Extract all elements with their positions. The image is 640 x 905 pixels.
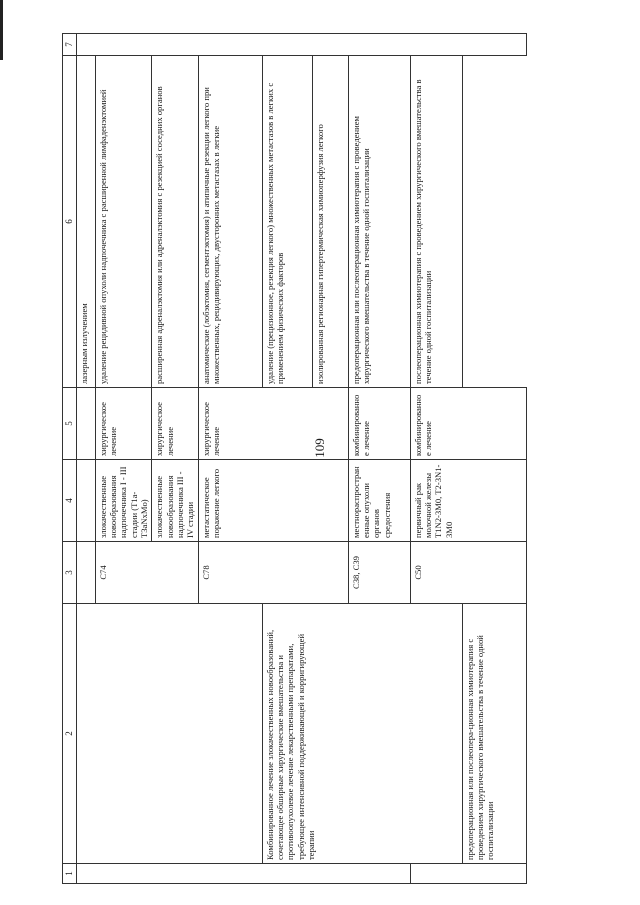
table-cell: удаление рецидивной опухоли надпочечника с расширенной лимфаденэктомией [95,56,152,388]
table-cell: первичный рак молочной железы T1N2-3M0, T2-3N1-3M0 [410,460,526,542]
cell [76,388,95,460]
table-cell: предоперационная или послеоперационная химиотерапия с проведением хирургического вмешательства в течение одной госпитализации [348,56,410,388]
table-cell: расширенная адреналэктомия или адреналэктомия с резекцией соседних органов [152,56,198,388]
table-cell: C38, C39 [348,542,410,604]
header-col-6: 6 [63,56,77,388]
table-cell: C78 [198,542,348,604]
header-row [63,34,77,884]
table-cell: послеоперационная химиотерапия с проведением хирургического вмешательства в течение одной госпитализации [410,56,462,388]
table-cell: местнораспространенные опухоли органов средостения [348,460,410,542]
table-cell: анатомические (лобэктомия, сегментэктомия) и атипичные резекции легкого при множественных, рецидивирующих, двусторонних метастазах в легкие [198,56,262,388]
cell [410,864,526,884]
page-number: 109 [312,438,327,458]
table-cell: C50 [410,542,526,604]
table-cell: предоперационная или послеопера-ционная химиотерапия с проведением хирургического вмешательства в течение одной госпитализации [462,604,526,864]
table-cell: комбинированное лечение [410,388,526,460]
cell [76,34,526,56]
header-col-4: 4 [63,460,77,542]
table-cell: хирургическое лечение [95,388,152,460]
cell [76,864,410,884]
rotated-page [62,34,622,884]
header-col-1: 1 [63,864,77,884]
header-col-7: 7 [63,34,77,56]
table-landscape [62,34,622,884]
cell [76,542,95,604]
table-cell: Комбинированное лечение злокачественных новообразований, сочетающее обширные хирургические вмешательства и противоопухолевое лечение лекарственными препаратами, требующее интенсивной поддерживающей и корригирующей терапии [262,604,462,864]
continuation-row [76,34,95,884]
table-cell: хирургическое лечение [198,388,348,460]
header-col-3: 3 [63,542,77,604]
header-col-2: 2 [63,604,77,864]
table-cell: злокачественные новообразования надпочечника I - III стадии (T1a-T3aNxMo) [95,460,152,542]
cell [76,604,262,864]
table-cell: лазерным излучением [76,56,95,388]
table-cell: изолированная регионарная гипертермическая химиоперфузия легкого [312,56,348,388]
table-cell: комбинированное лечение [348,388,410,460]
table-cell: удаление (прецизионное, резекция легкого) множественных метастазов в легких с применением физических факторов [262,56,312,388]
binding-edge-mark [0,0,3,60]
header-col-5: 5 [63,388,77,460]
table-cell: метастатическое поражение легкого [198,460,348,542]
treatment-table [62,33,527,884]
table-cell: хирургическое лечение [152,388,198,460]
cell [76,460,95,542]
table-cell: C74 [95,542,198,604]
table-cell: злокачественные новообразования надпочечника III - IV стадии [152,460,198,542]
